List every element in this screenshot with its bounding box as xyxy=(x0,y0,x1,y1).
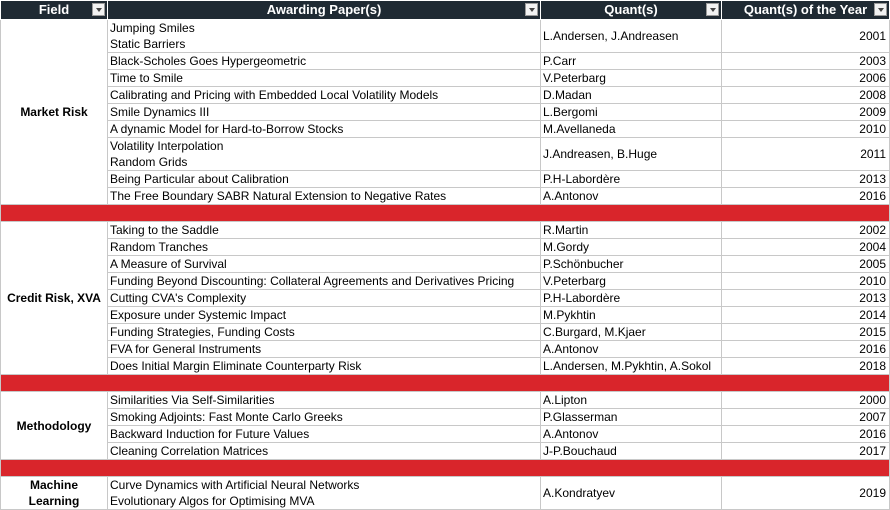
quant-cell[interactable]: J-P.Bouchaud xyxy=(541,443,722,460)
paper-cell[interactable] xyxy=(108,341,541,358)
table-row xyxy=(1,341,890,358)
year-cell[interactable]: 2008 xyxy=(722,87,890,104)
paper-cell[interactable] xyxy=(108,53,541,70)
paper-title: Jumping Smiles xyxy=(110,21,195,35)
year-cell[interactable]: 2019 xyxy=(722,477,890,510)
paper-cell[interactable] xyxy=(108,392,541,409)
paper-title: Smoking Adjoints: Fast Monte Carlo Greeks xyxy=(110,410,343,424)
table-row xyxy=(1,443,890,460)
column-header-label: Field xyxy=(38,2,70,17)
paper-cell[interactable] xyxy=(108,239,541,256)
paper-cell[interactable] xyxy=(108,358,541,375)
paper-title: Black-Scholes Goes Hypergeometric xyxy=(110,54,307,68)
quant-cell[interactable]: P.H-Labordère xyxy=(541,290,722,307)
table-row xyxy=(1,138,890,171)
year-cell[interactable]: 2006 xyxy=(722,70,890,87)
filter-dropdown-icon[interactable] xyxy=(706,3,719,16)
quant-cell[interactable]: A.Antonov xyxy=(541,341,722,358)
quant-cell[interactable]: L.Andersen, M.Pykhtin, A.Sokol xyxy=(541,358,722,375)
quant-cell[interactable]: L.Andersen, J.Andreasen xyxy=(541,20,722,53)
paper-cell[interactable] xyxy=(108,70,541,87)
paper-cell[interactable] xyxy=(108,290,541,307)
column-header-label: Awarding Paper(s) xyxy=(266,2,382,17)
paper-cell[interactable] xyxy=(108,273,541,290)
quant-cell[interactable]: A.Lipton xyxy=(541,392,722,409)
paper-cell[interactable] xyxy=(108,121,541,138)
quant-cell[interactable]: P.Carr xyxy=(541,53,722,70)
separator-cell xyxy=(1,205,890,222)
column-header-field[interactable] xyxy=(1,1,108,20)
table-body xyxy=(1,20,890,510)
paper-title: Volatility Interpolation xyxy=(110,139,224,153)
year-cell[interactable]: 2016 xyxy=(722,188,890,205)
paper-title: A Measure of Survival xyxy=(110,257,227,271)
table-row xyxy=(1,477,890,510)
table-row xyxy=(1,358,890,375)
year-cell[interactable]: 2014 xyxy=(722,307,890,324)
paper-cell[interactable] xyxy=(108,222,541,239)
paper-title: Cutting CVA's Complexity xyxy=(110,291,247,305)
column-header-quant[interactable] xyxy=(541,1,722,20)
paper-title: Taking to the Saddle xyxy=(110,223,219,237)
paper-cell[interactable] xyxy=(108,188,541,205)
paper-cell[interactable] xyxy=(108,307,541,324)
paper-title: Evolutionary Algos for Optimising MVA xyxy=(110,494,315,508)
year-cell[interactable]: 2018 xyxy=(722,358,890,375)
table-row xyxy=(1,256,890,273)
paper-title: Exposure under Systemic Impact xyxy=(110,308,287,322)
separator-cell xyxy=(1,460,890,477)
group-separator xyxy=(1,460,890,477)
table-row xyxy=(1,324,890,341)
paper-cell[interactable] xyxy=(108,256,541,273)
quant-cell[interactable]: D.Madan xyxy=(541,87,722,104)
paper-cell[interactable] xyxy=(108,426,541,443)
paper-title: Funding Beyond Discounting: Collateral Agreements and Derivatives Pricing xyxy=(110,274,515,288)
paper-title: Curve Dynamics with Artificial Neural Networks xyxy=(110,478,360,492)
field-cell[interactable]: Machine Learning xyxy=(1,477,108,510)
quant-cell[interactable]: A.Kondratyev xyxy=(541,477,722,510)
quant-cell[interactable]: R.Martin xyxy=(541,222,722,239)
year-cell[interactable]: 2013 xyxy=(722,290,890,307)
year-cell[interactable]: 2015 xyxy=(722,324,890,341)
filter-dropdown-icon[interactable] xyxy=(874,3,887,16)
field-cell[interactable]: Credit Risk, XVA xyxy=(1,222,108,375)
year-cell[interactable]: 2010 xyxy=(722,273,890,290)
paper-title: Funding Strategies, Funding Costs xyxy=(110,325,295,339)
table-row xyxy=(1,290,890,307)
paper-cell[interactable] xyxy=(108,138,541,171)
paper-cell[interactable] xyxy=(108,171,541,188)
paper-cell[interactable] xyxy=(108,409,541,426)
table-row xyxy=(1,392,890,409)
quant-cell[interactable]: P.Schönbucher xyxy=(541,256,722,273)
table-row xyxy=(1,273,890,290)
paper-title: A dynamic Model for Hard-to-Borrow Stocks xyxy=(110,122,344,136)
paper-title: The Free Boundary SABR Natural Extension to Negative Rates xyxy=(110,189,447,203)
paper-title: Calibrating and Pricing with Embedded Local Volatility Models xyxy=(110,88,439,102)
table-row xyxy=(1,121,890,138)
quant-cell[interactable]: M.Gordy xyxy=(541,239,722,256)
column-header-year[interactable] xyxy=(722,1,890,20)
column-header-label: Quant(s) xyxy=(604,2,658,17)
table-row xyxy=(1,104,890,121)
year-cell[interactable]: 2011 xyxy=(722,138,890,171)
table-row xyxy=(1,307,890,324)
paper-title: Random Grids xyxy=(110,155,188,169)
paper-cell[interactable] xyxy=(108,324,541,341)
year-cell[interactable]: 2001 xyxy=(722,20,890,53)
table-row xyxy=(1,70,890,87)
year-cell[interactable]: 2016 xyxy=(722,426,890,443)
paper-title: Smile Dynamics III xyxy=(110,105,210,119)
filter-dropdown-icon[interactable] xyxy=(525,3,538,16)
year-cell[interactable]: 2009 xyxy=(722,104,890,121)
separator-cell xyxy=(1,375,890,392)
table-row xyxy=(1,409,890,426)
table-row xyxy=(1,171,890,188)
table-row xyxy=(1,426,890,443)
quant-cell[interactable]: A.Antonov xyxy=(541,188,722,205)
paper-title: Random Tranches xyxy=(110,240,209,254)
year-cell[interactable]: 2007 xyxy=(722,409,890,426)
column-header-label: Quant(s) of the Year xyxy=(743,2,868,17)
paper-cell[interactable] xyxy=(108,443,541,460)
year-cell[interactable]: 2010 xyxy=(722,121,890,138)
year-cell[interactable]: 2003 xyxy=(722,53,890,70)
quant-cell[interactable]: P.Glasserman xyxy=(541,409,722,426)
quant-cell[interactable]: V.Peterbarg xyxy=(541,70,722,87)
paper-title: Similarities Via Self-Similarities xyxy=(110,393,275,407)
paper-cell[interactable] xyxy=(108,20,541,53)
paper-title: Backward Induction for Future Values xyxy=(110,427,310,441)
paper-cell[interactable] xyxy=(108,477,541,510)
quant-cell[interactable]: J.Andreasen, B.Huge xyxy=(541,138,722,171)
paper-title: Time to Smile xyxy=(110,71,183,85)
table-row xyxy=(1,87,890,104)
quant-cell[interactable]: M.Pykhtin xyxy=(541,307,722,324)
column-header-paper[interactable] xyxy=(108,1,541,20)
paper-title: Being Particular about Calibration xyxy=(110,172,289,186)
paper-title: FVA for General Instruments xyxy=(110,342,262,356)
year-cell[interactable]: 2000 xyxy=(722,392,890,409)
paper-title: Does Initial Margin Eliminate Counterparty Risk xyxy=(110,359,362,373)
quant-cell[interactable]: A.Antonov xyxy=(541,426,722,443)
filter-dropdown-icon[interactable] xyxy=(92,3,105,16)
year-cell[interactable]: 2005 xyxy=(722,256,890,273)
quant-cell[interactable]: V.Peterbarg xyxy=(541,273,722,290)
quant-cell[interactable]: P.H-Labordère xyxy=(541,171,722,188)
group-separator xyxy=(1,205,890,222)
table-row xyxy=(1,239,890,256)
table-header xyxy=(1,1,890,20)
year-cell[interactable]: 2004 xyxy=(722,239,890,256)
paper-cell[interactable] xyxy=(108,104,541,121)
quant-cell[interactable]: M.Avellaneda xyxy=(541,121,722,138)
paper-cell[interactable] xyxy=(108,87,541,104)
paper-title: Static Barriers xyxy=(110,37,186,51)
table-row xyxy=(1,20,890,53)
year-cell[interactable]: 2016 xyxy=(722,341,890,358)
table-row xyxy=(1,222,890,239)
year-cell[interactable]: 2017 xyxy=(722,443,890,460)
table-row xyxy=(1,188,890,205)
table-row xyxy=(1,53,890,70)
year-cell[interactable]: 2013 xyxy=(722,171,890,188)
field-cell[interactable]: Methodology xyxy=(1,392,108,460)
paper-title: Cleaning Correlation Matrices xyxy=(110,444,269,458)
year-cell[interactable]: 2002 xyxy=(722,222,890,239)
quant-cell[interactable]: L.Bergomi xyxy=(541,104,722,121)
quant-cell[interactable]: C.Burgard, M.Kjaer xyxy=(541,324,722,341)
field-cell[interactable]: Market Risk xyxy=(1,20,108,205)
group-separator xyxy=(1,375,890,392)
